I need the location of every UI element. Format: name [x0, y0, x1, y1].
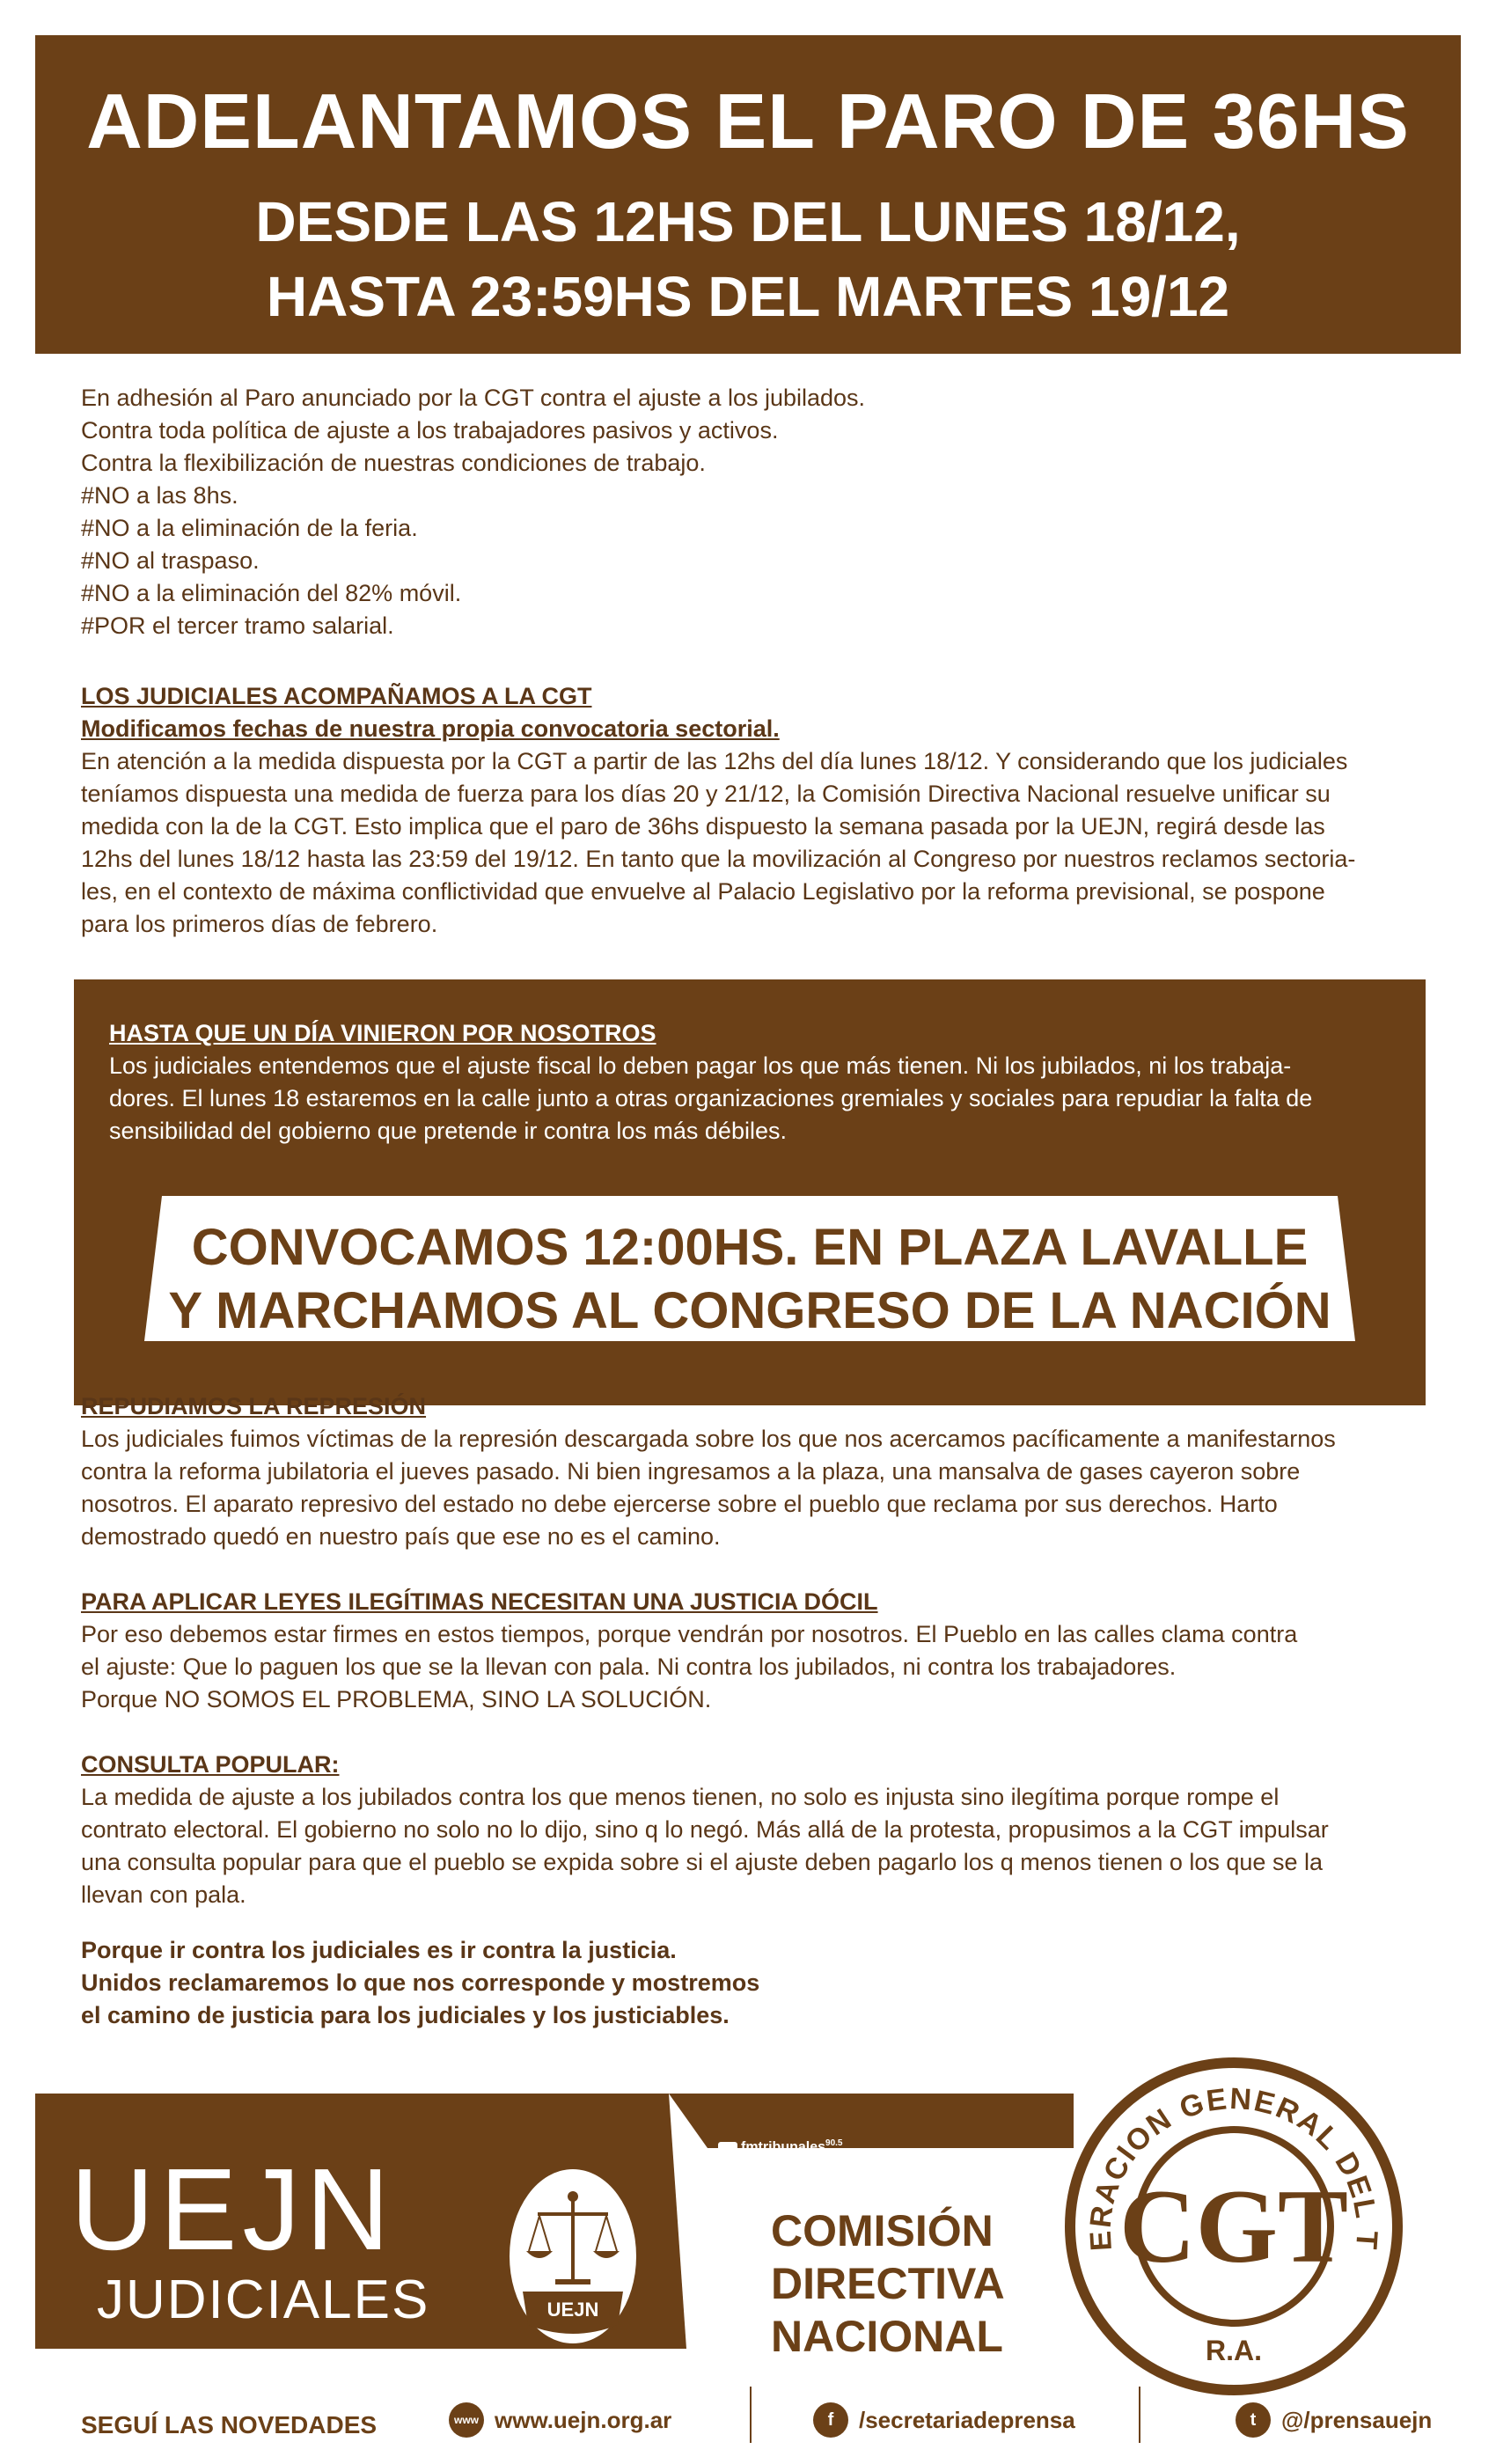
header-subtitle-line-1: DESDE LAS 12HS DEL LUNES 18/12,	[255, 190, 1241, 253]
closing-line: Unidos reclamaremos lo que nos corresponde y mostremos	[81, 1969, 760, 1996]
callout-text	[109, 1017, 1394, 1148]
globe-icon: www	[449, 2402, 484, 2438]
uejn-wordmark: UEJN	[70, 2145, 395, 2274]
paragraph-line: para los primeros días de febrero.	[81, 911, 438, 937]
website-text: www.uejn.org.ar	[495, 2406, 672, 2433]
paragraph-line: Los judiciales fuimos víctimas de la represión descargada sobre los que nos acercamos pacíficamente a manifestarnos	[81, 1426, 1336, 1452]
radio-icon	[718, 2142, 737, 2161]
paragraph-line: 12hs del lunes 18/12 hasta las 23:59 del 19/12. En tanto que la movilización al Congreso por nuestros reclamos sectoria-	[81, 846, 1356, 872]
paragraph-line: medida con la de la CGT. Esto implica que el paro de 36hs dispuesto la semana pasada por la UEJN, regirá desde las	[81, 813, 1325, 840]
facebook-icon: f	[813, 2402, 848, 2438]
twitter-icon: t	[1236, 2402, 1271, 2438]
header-banner	[35, 35, 1461, 354]
fm-name	[741, 2138, 842, 2155]
comision-line: DIRECTIVA	[771, 2259, 1005, 2308]
banner-line-2: Y MARCHAMOS AL CONGRESO DE LA NACIÓN	[168, 1282, 1331, 1339]
paragraph-line: Por eso debemos estar firmes en estos tiempos, porque vendrán por nosotros. El Pueblo en las calles clama contra	[81, 1621, 1298, 1647]
rally-banner	[74, 1196, 1426, 1359]
cgt-seal-graphic	[1058, 2050, 1410, 2402]
closing-statement	[81, 1934, 1137, 2032]
twitter-text: @/prensauejn	[1281, 2406, 1433, 2433]
section-heading: CONSULTA POPULAR:	[81, 1751, 340, 1778]
section-represion	[81, 1390, 1436, 1553]
callout-line: dores. El lunes 18 estaremos en la calle junto a otras organizaciones gremiales y sociales para repudiar la falta de	[109, 1085, 1313, 1111]
section-judiciales-cgt	[81, 680, 1436, 941]
intro-line: #NO a la eliminación del 82% móvil.	[81, 580, 462, 606]
cgt-mark: CGT	[1118, 2167, 1349, 2284]
fm-name-text: fmtribunales	[741, 2139, 826, 2155]
section-heading: REPUDIAMOS LA REPRESIÓN	[81, 1393, 427, 1419]
uejn-logo-text: UEJN	[546, 2299, 599, 2321]
uejn-logo	[507, 2167, 639, 2347]
paragraph-line: les, en el contexto de máxima conflictividad que envuelve al Palacio Legislativo por la reforma previsional, se pospone	[81, 878, 1325, 905]
section-consulta-popular	[81, 1749, 1436, 1911]
paragraph-line: La medida de ajuste a los jubilados contra los que menos tienen, no solo es injusta sino ilegítima porque rompe el	[81, 1784, 1280, 1810]
callout-heading: HASTA QUE UN DÍA VINIERON POR NOSOTROS	[109, 1020, 656, 1046]
intro-line: #POR el tercer tramo salarial.	[81, 612, 394, 639]
judiciales-wordmark: JUDICIALES	[97, 2270, 430, 2330]
callout-line: sensibilidad del gobierno que pretende ir contra los más débiles.	[109, 1118, 787, 1144]
comision-directiva-label	[771, 2204, 1005, 2363]
divider	[750, 2387, 752, 2443]
comision-line: COMISIÓN	[771, 2206, 994, 2255]
intro-line: #NO a las 8hs.	[81, 482, 238, 509]
paragraph-line: contrato electoral. El gobierno no solo no lo dijo, sino q lo negó. Más allá de la protesta, propusimos a la CGT impulsar	[81, 1816, 1329, 1843]
paragraph-line: En atención a la medida dispuesta por la CGT a partir de las 12hs del día lunes 18/12. Y considerando que los judiciales	[81, 748, 1348, 774]
closing-line: Porque ir contra los judiciales es ir contra la justicia.	[81, 1937, 677, 1963]
fm-url: www.fmtribunales.com	[746, 2156, 844, 2167]
intro-block	[81, 382, 1436, 642]
closing-line: el camino de justicia para los judiciales y los justiciables.	[81, 2002, 730, 2028]
follow-label: SEGUÍ LAS NOVEDADES	[81, 2411, 378, 2438]
section-subheading: Modificamos fechas de nuestra propia convocatoria sectorial.	[81, 715, 780, 742]
intro-line: #NO a la eliminación de la feria.	[81, 515, 418, 541]
cgt-ra: R.A.	[1206, 2335, 1262, 2366]
cgt-ring-text: ERACION GENERAL DEL T	[1083, 2081, 1384, 2253]
section-heading: PARA APLICAR LEYES ILEGÍTIMAS NECESITAN UNA JUSTICIA DÓCIL	[81, 1588, 878, 1615]
comision-line: NACIONAL	[771, 2312, 1003, 2361]
facebook-link[interactable]	[813, 2401, 1075, 2439]
paragraph-line: teníamos dispuesta una medida de fuerza para los días 20 y 21/12, la Comisión Directiva Nacional resuelve unificar su	[81, 781, 1331, 807]
facebook-text: /secretariadeprensa	[859, 2406, 1075, 2433]
page-title: ADELANTAMOS EL PARO DE 36HS	[86, 77, 1410, 165]
paragraph-line: demostrado quedó en nuestro país que ese no es el camino.	[81, 1523, 721, 1550]
fm-tribunales-logo	[711, 2138, 887, 2174]
banner-line-1: CONVOCAMOS 12:00HS. EN PLAZA LAVALLE	[191, 1219, 1309, 1276]
cgt-seal	[1058, 2050, 1410, 2402]
intro-line: Contra la flexibilización de nuestras condiciones de trabajo.	[81, 450, 706, 476]
section-heading: LOS JUDICIALES ACOMPAÑAMOS A LA CGT	[81, 683, 592, 709]
paragraph-line: llevan con pala.	[81, 1881, 246, 1908]
section-justicia-docil	[81, 1586, 1436, 1716]
paragraph-line: el ajuste: Que lo paguen los que se la llevan con pala. Ni contra los jubilados, ni contra los trabajadores.	[81, 1654, 1177, 1680]
intro-line: Contra toda política de ajuste a los trabajadores pasivos y activos.	[81, 417, 779, 444]
intro-line: En adhesión al Paro anunciado por la CGT contra el ajuste a los jubilados.	[81, 385, 866, 411]
intro-line: #NO al traspaso.	[81, 547, 260, 574]
fm-frequency: 90.5	[825, 2138, 843, 2148]
paragraph-line: una consulta popular para que el pueblo se expida sobre si el ajuste deben pagarlo los q menos tienen o los que se la	[81, 1849, 1323, 1875]
twitter-link[interactable]	[1236, 2401, 1432, 2439]
paragraph-line: contra la reforma jubilatoria el jueves pasado. Ni bien ingresamos a la plaza, una mansalva de gases cayeron sobre	[81, 1458, 1301, 1485]
header-subtitle-line-2: HASTA 23:59HS DEL MARTES 19/12	[266, 265, 1230, 328]
callout-line: Los judiciales entendemos que el ajuste fiscal lo deben pagar los que más tienen. Ni los jubilados, ni los trabaja-	[109, 1052, 1292, 1079]
paragraph-line: Porque NO SOMOS EL PROBLEMA, SINO LA SOLUCIÓN.	[81, 1686, 712, 1712]
divider	[1139, 2387, 1140, 2443]
website-link[interactable]	[449, 2401, 671, 2439]
paragraph-line: nosotros. El aparato represivo del estado no debe ejercerse sobre el pueblo que reclama por sus derechos. Harto	[81, 1491, 1278, 1517]
